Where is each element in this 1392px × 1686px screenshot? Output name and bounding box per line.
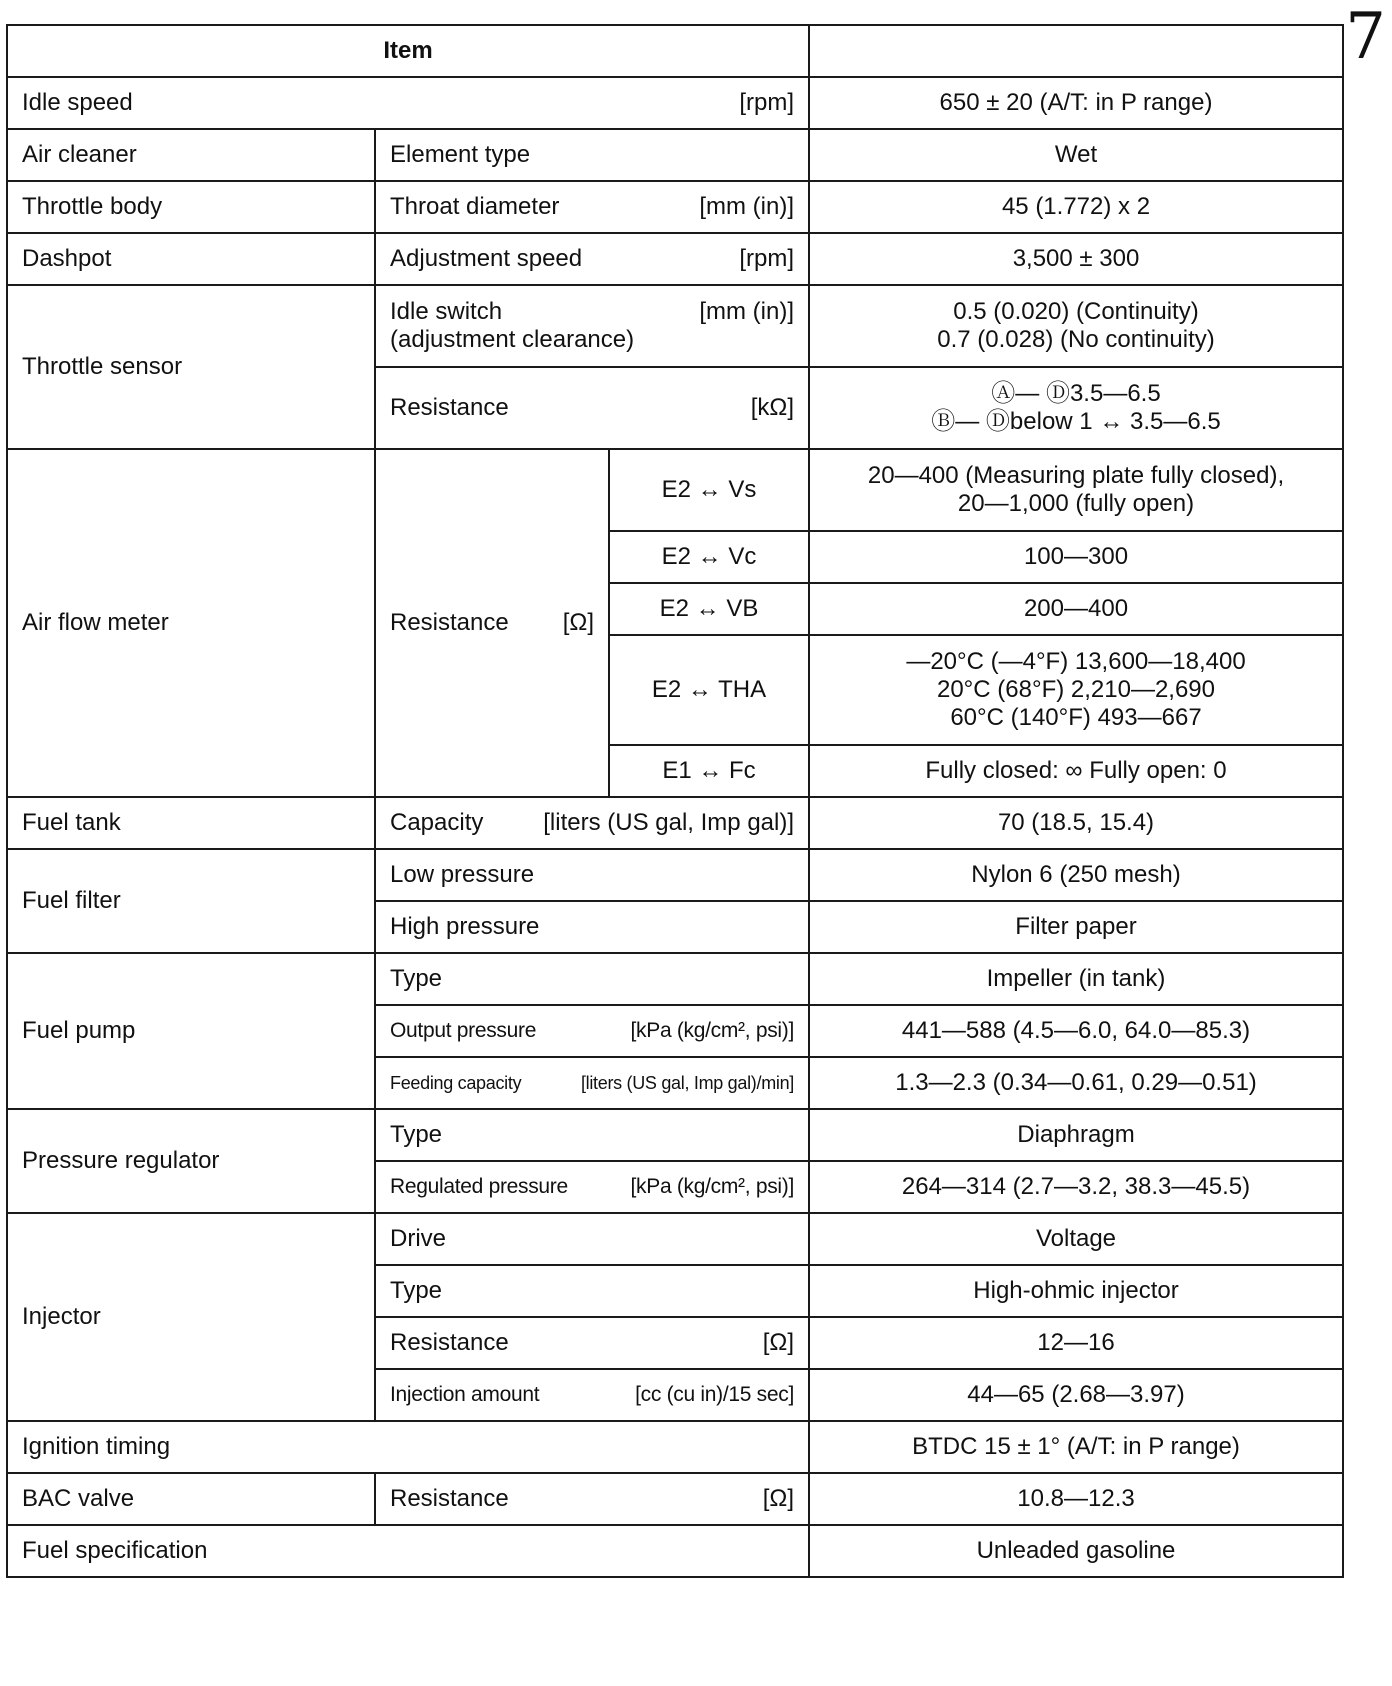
row-value: High-ohmic injector [809,1265,1343,1317]
row-sub: Throat diameter [390,193,560,220]
row-unit: [liters (US gal, Imp gal)] [543,809,794,836]
row-value: Fully closed: ∞ Fully open: 0 [809,745,1343,797]
row-value: 0.5 (0.020) (Continuity) [953,298,1199,325]
row-sub: High pressure [375,901,809,953]
row-unit: [cc (cu in)/15 sec] [635,1383,794,1406]
row-item: Air cleaner [7,129,375,181]
row-value: 20—400 (Measuring plate fully closed), [867,462,1285,489]
row-item: BAC valve [7,1473,375,1525]
row-value: Nylon 6 (250 mesh) [809,849,1343,901]
row-value: 20°C (68°F) 2,210—2,690 [936,676,1215,703]
row-value: 650 ± 20 (A/T: in P range) [809,77,1343,129]
row-value: Voltage [809,1213,1343,1265]
table-row [7,1525,1343,1577]
row-value: 200—400 [809,583,1343,635]
row-sub: Feeding capacity [390,1073,522,1093]
terminal-pair: E1 ↔ Fc [609,745,809,797]
table-row [7,77,1343,129]
row-value: Wet [809,129,1343,181]
terminal-pair: E2 ↔ THA [609,635,809,745]
row-value: 3,500 ± 300 [809,233,1343,285]
table-row [7,181,1343,233]
table-row [7,1473,1343,1525]
header-value [809,25,1343,77]
row-unit: [Ω] [762,1485,794,1512]
row-item: Ignition timing [7,1421,809,1473]
row-item: Fuel pump [7,953,375,1109]
row-unit: [mm (in)] [699,298,794,325]
row-sub: Low pressure [375,849,809,901]
row-item: Fuel tank [7,797,375,849]
row-sub: Type [375,1265,809,1317]
terminal-pair: E2 ↔ Vs [609,449,809,531]
row-value: Ⓐ— Ⓓ3.5—6.5 [991,380,1161,407]
table-row [7,953,1343,1005]
row-value: 264—314 (2.7—3.2, 38.3—45.5) [809,1161,1343,1213]
row-value: 100—300 [809,531,1343,583]
row-item: Air flow meter [7,449,375,797]
row-unit: [rpm] [739,245,794,272]
row-sub: Drive [375,1213,809,1265]
table-header-row [7,25,1343,77]
row-sub-note: (adjustment clearance) [390,326,635,353]
row-unit: [Ω] [562,609,594,636]
row-item: Throttle sensor [7,285,375,449]
row-item: Pressure regulator [7,1109,375,1213]
row-sub: Adjustment speed [390,245,583,272]
margin-mark: 7 [1345,0,1386,74]
row-sub: Type [375,1109,809,1161]
spec-table [6,24,1344,1578]
row-unit: [mm (in)] [699,193,794,220]
table-row [7,129,1343,181]
row-sub: Regulated pressure [390,1175,568,1198]
row-value: Diaphragm [809,1109,1343,1161]
row-unit: [kPa (kg/cm², psi)] [630,1175,794,1198]
terminal-pair: E2 ↔ Vc [609,531,809,583]
row-value: 70 (18.5, 15.4) [809,797,1343,849]
row-value: 441—588 (4.5—6.0, 64.0—85.3) [809,1005,1343,1057]
row-item: Idle speed [22,89,133,116]
table-row [7,797,1343,849]
row-item: Throttle body [7,181,375,233]
row-sub: Idle switch [390,298,503,325]
row-value: 12—16 [809,1317,1343,1369]
row-unit: [rpm] [739,89,794,116]
table-row [7,1421,1343,1473]
row-value: —20°C (—4°F) 13,600—18,400 [906,648,1246,675]
row-unit: [liters (US gal, Imp gal)/min] [580,1073,794,1093]
table-row [7,233,1343,285]
row-value: Unleaded gasoline [809,1525,1343,1577]
row-sub: Element type [375,129,809,181]
row-item: Dashpot [7,233,375,285]
row-item: Fuel specification [7,1525,809,1577]
row-value: 1.3—2.3 (0.34—0.61, 0.29—0.51) [809,1057,1343,1109]
row-value: 60°C (140°F) 493—667 [950,704,1202,731]
table-row [7,285,1343,367]
row-unit: [kPa (kg/cm², psi)] [630,1019,794,1042]
row-item: Injector [7,1213,375,1421]
row-sub: Resistance [390,1485,509,1512]
row-value: 44—65 (2.68—3.97) [809,1369,1343,1421]
row-unit: [kΩ] [750,394,794,421]
row-sub: Capacity [390,809,484,836]
row-value: 0.7 (0.028) (No continuity) [937,326,1215,353]
table-row [7,849,1343,901]
table-row [7,449,1343,531]
row-sub: Injection amount [390,1383,540,1406]
row-value: 10.8—12.3 [809,1473,1343,1525]
row-item: Fuel filter [7,849,375,953]
row-sub: Resistance [390,1329,509,1356]
row-sub: Output pressure [390,1019,537,1042]
row-value: 20—1,000 (fully open) [957,490,1195,517]
row-sub: Resistance [390,394,509,421]
table-row [7,1213,1343,1265]
table-row [7,1109,1343,1161]
header-item: Item [7,25,809,77]
row-value: Filter paper [809,901,1343,953]
row-value: BTDC 15 ± 1° (A/T: in P range) [809,1421,1343,1473]
row-sub: Resistance [390,609,509,636]
row-value: Impeller (in tank) [809,953,1343,1005]
row-value: 45 (1.772) x 2 [809,181,1343,233]
row-unit: [Ω] [762,1329,794,1356]
terminal-pair: E2 ↔ VB [609,583,809,635]
row-sub: Type [375,953,809,1005]
row-value: Ⓑ— Ⓓbelow 1 ↔ 3.5—6.5 [931,408,1221,435]
